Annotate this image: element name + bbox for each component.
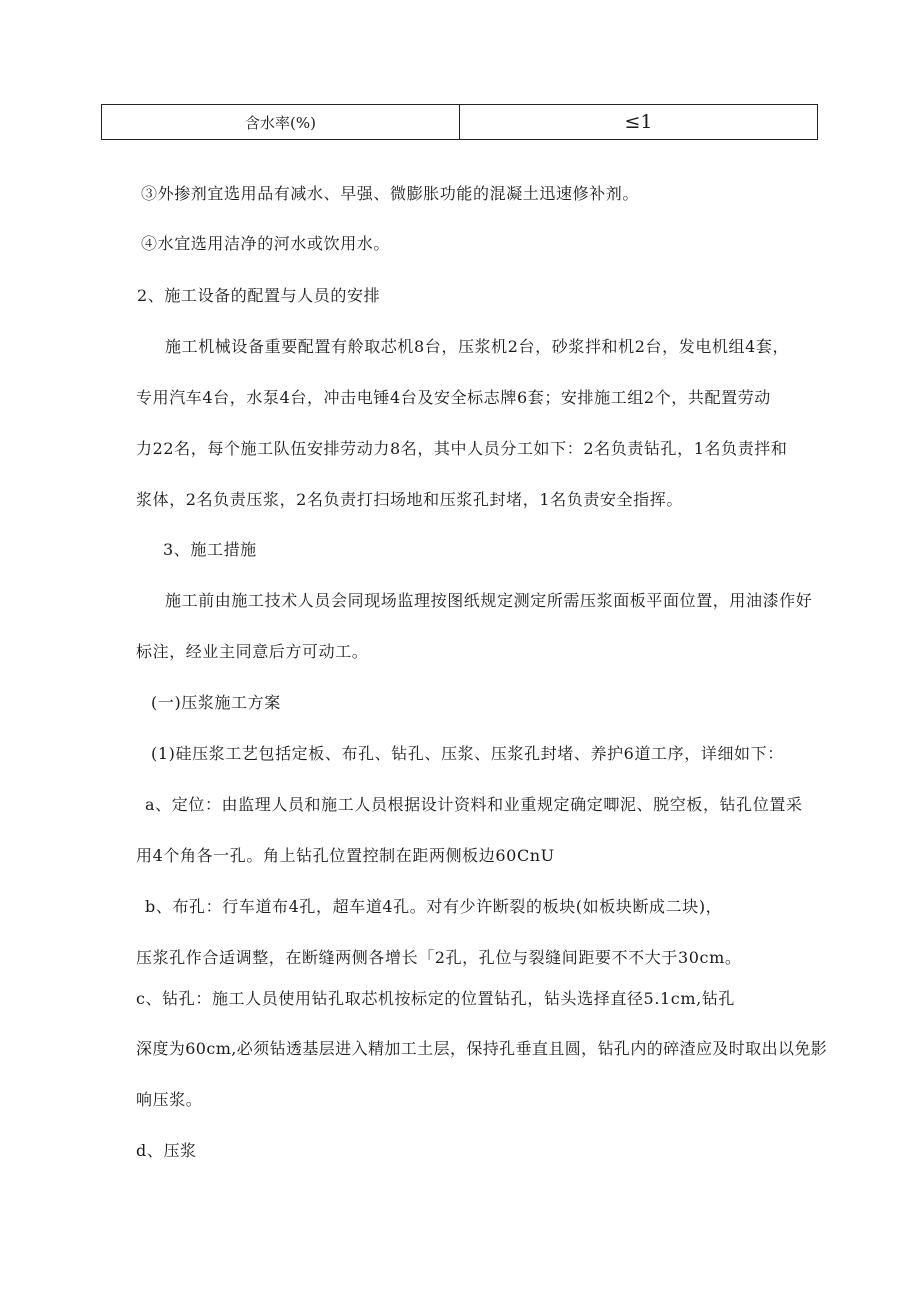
section-heading-grouting-step: d、压浆 — [136, 1141, 197, 1160]
section-heading-equipment: 2、施工设备的配置与人员的安排 — [137, 286, 381, 305]
paragraph-admixture: ③外掺剂宜选用品有减水、早强、微膨胀功能的混凝土迅速修补剂。 — [141, 184, 640, 203]
paragraph-positioning-line2: 用4个角各一孔。角上钻孔位置控制在距两侧板边60CnU — [136, 846, 555, 865]
section-heading-measures: 3、施工措施 — [163, 540, 257, 559]
paragraph-equipment-line4: 浆体，2名负责压浆，2名负责打扫场地和压浆孔封堵，1名负责安全指挥。 — [136, 490, 683, 509]
paragraph-equipment-line2: 专用汽车4台，水泵4台，冲击电锤4台及安全标志牌6套；安排施工组2个，共配置劳动 — [136, 388, 771, 407]
spec-table — [101, 104, 818, 140]
paragraph-hole-layout-line2: 压浆孔作合适调整，在断缝两侧各增长「2孔，孔位与裂缝间距要不不大于30cm。 — [136, 948, 742, 967]
paragraph-measures-line1: 施工前由施工技术人员会同现场监理按图纸规定测定所需压浆面板平面位置，用油漆作好 — [165, 591, 813, 610]
paragraph-water: ④水宜选用洁净的河水或饮用水。 — [141, 234, 391, 253]
paragraph-drilling-line1: c、钻孔：施工人员使用钻孔取芯机按标定的位置钻孔，钻头选择直径5.1cm,钻孔 — [136, 989, 736, 1008]
paragraph-equipment-line1: 施工机械设备重要配置有舲取芯机8台，压浆机2台，砂浆拌和机2台，发电机组4套， — [165, 337, 790, 356]
subsection-heading-grouting: (一)压浆施工方案 — [151, 693, 281, 712]
paragraph-process-steps: (1)硅压浆工艺包括定板、布孔、钻孔、压浆、压浆孔封堵、养护6道工序，详细如下： — [151, 744, 784, 763]
table-row — [102, 105, 818, 140]
paragraph-drilling-line3: 响压浆。 — [136, 1090, 203, 1109]
paragraph-equipment-line3: 力22名，每个施工队伍安排劳动力8名，其中人员分工如下：2名负责钻孔，1名负责拌和 — [136, 439, 788, 458]
paragraph-hole-layout-line1: b、布孔：行车道布4孔，超车道4孔。对有少许断裂的板块(如板块断成二块)， — [145, 897, 723, 916]
table-cell-value: ≤1 — [460, 105, 818, 140]
paragraph-measures-line2: 标注，经业主同意后方可动工。 — [136, 642, 369, 661]
paragraph-positioning-line1: a、定位：由监理人员和施工人员根据设计资料和业重规定确定唧泥、脱空板，钻孔位置采 — [145, 795, 803, 814]
paragraph-drilling-line2: 深度为60cm,必须钻透基层进入精加工土层，保持孔垂直且圆，钻孔内的碎渣应及时取出以免影 — [136, 1039, 828, 1058]
table-cell-label: 含水率(%) — [102, 105, 460, 140]
